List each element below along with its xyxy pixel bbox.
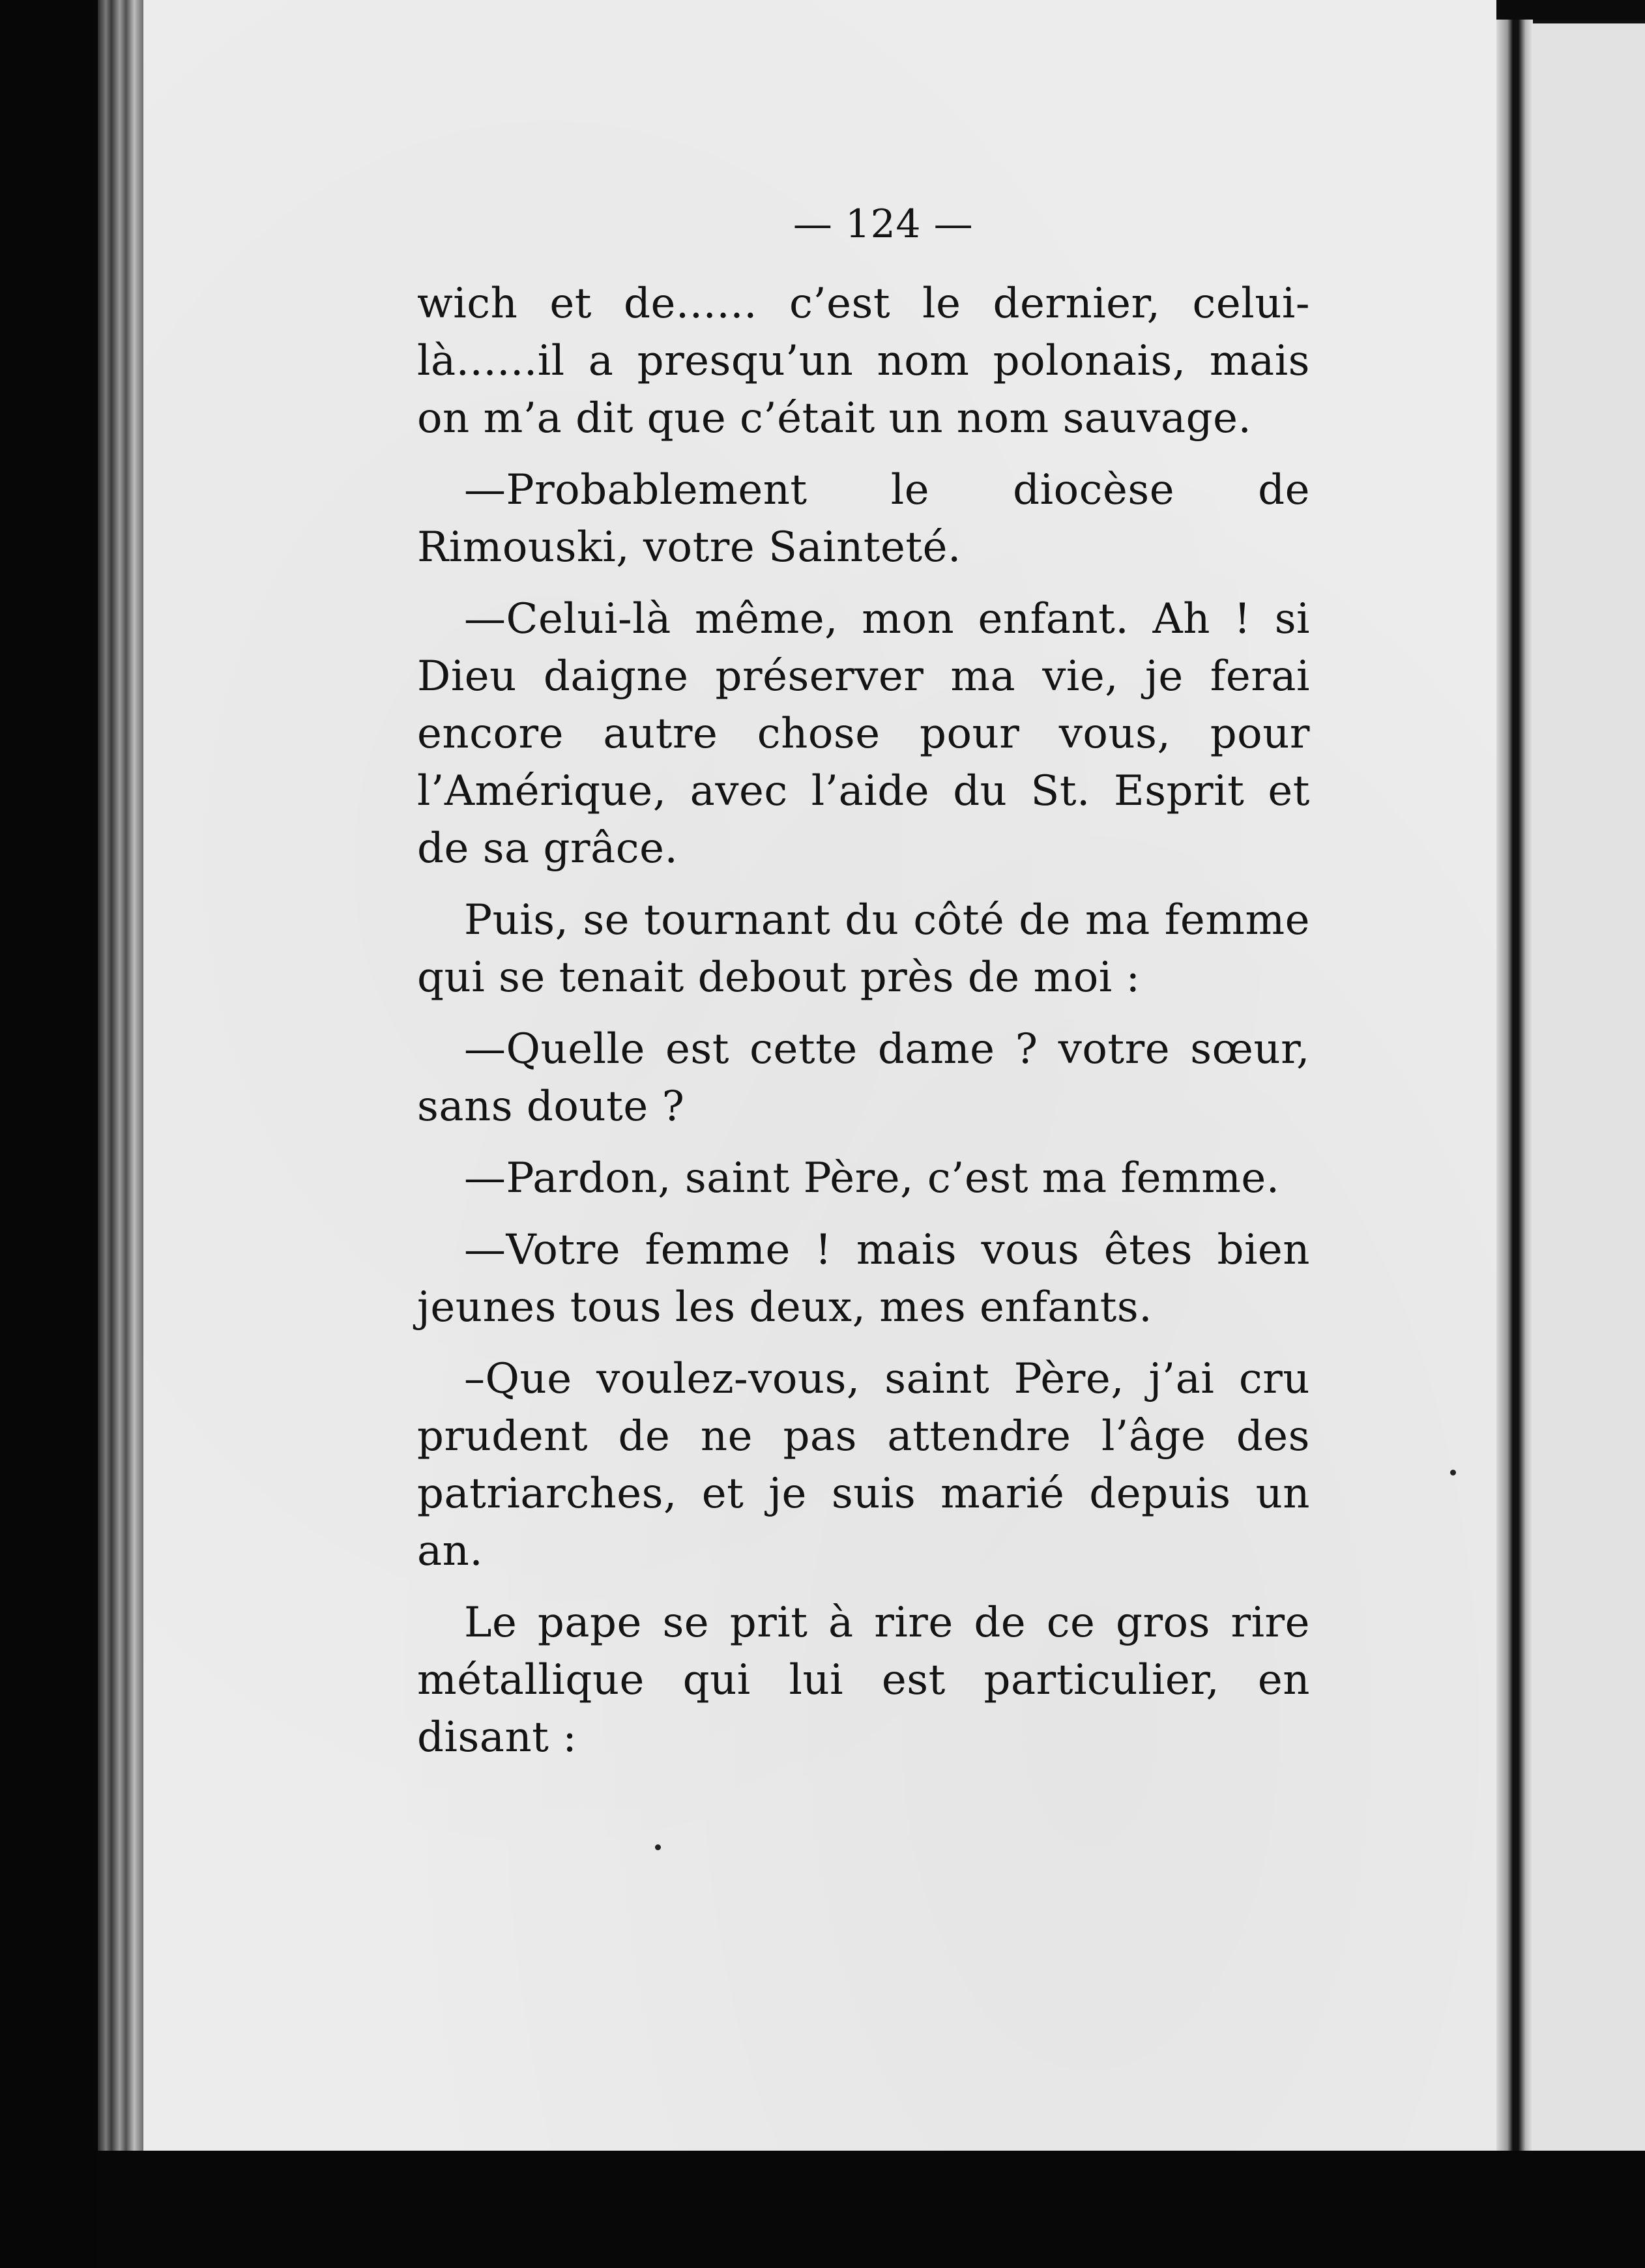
book-binding-edge [98, 0, 143, 2151]
paragraph-7: —Votre femme ! mais vous êtes bien jeunes tous les deux, mes enfants. [417, 1226, 1310, 1331]
paragraph-9: Le pape se prit à rire de ce gros rire métallique qui lui est particulier, en disant : [417, 1599, 1310, 1762]
paragraph-2: —Probablement le diocèse de Rimouski, votre Sainteté. [417, 466, 1310, 572]
paragraph-3: —Celui-là même, mon enfant. Ah ! si Dieu daigne préserver ma vie, je ferai encore autre chose pour vous, pour l’Amérique, avec l’aide du St. Esprit et de sa grâce. [417, 595, 1310, 873]
paragraph-1: wich et de...... c’est le dernier, celui-là......il a presqu’un nom polonais, mais on m’a dit que c’était un nom sauvage. [417, 280, 1310, 443]
scan-bottom-margin [98, 2151, 1645, 2268]
paragraph-6: —Pardon, saint Père, c’est ma femme. [464, 1154, 1280, 1202]
scan-left-margin [0, 0, 98, 2268]
paragraph-8: –Que voulez-vous, saint Père, j’ai cru prudent de ne pas attendre l’âge des patriarches, et je suis marié depuis un an. [417, 1355, 1310, 1575]
page-text-block [417, 196, 1310, 1781]
scan-speck [655, 1844, 661, 1850]
scan-speck [1450, 1470, 1456, 1476]
page-gutter [1496, 20, 1533, 2170]
paragraph-5: —Quelle est cette dame ? votre sœur, sans doute ? [417, 1025, 1310, 1131]
paragraph-4: Puis, se tournant du côté de ma femme qui se tenait debout près de moi : [417, 896, 1310, 1002]
adjacent-page-edge [1533, 20, 1645, 2174]
page-number: — 124 — [793, 201, 974, 247]
